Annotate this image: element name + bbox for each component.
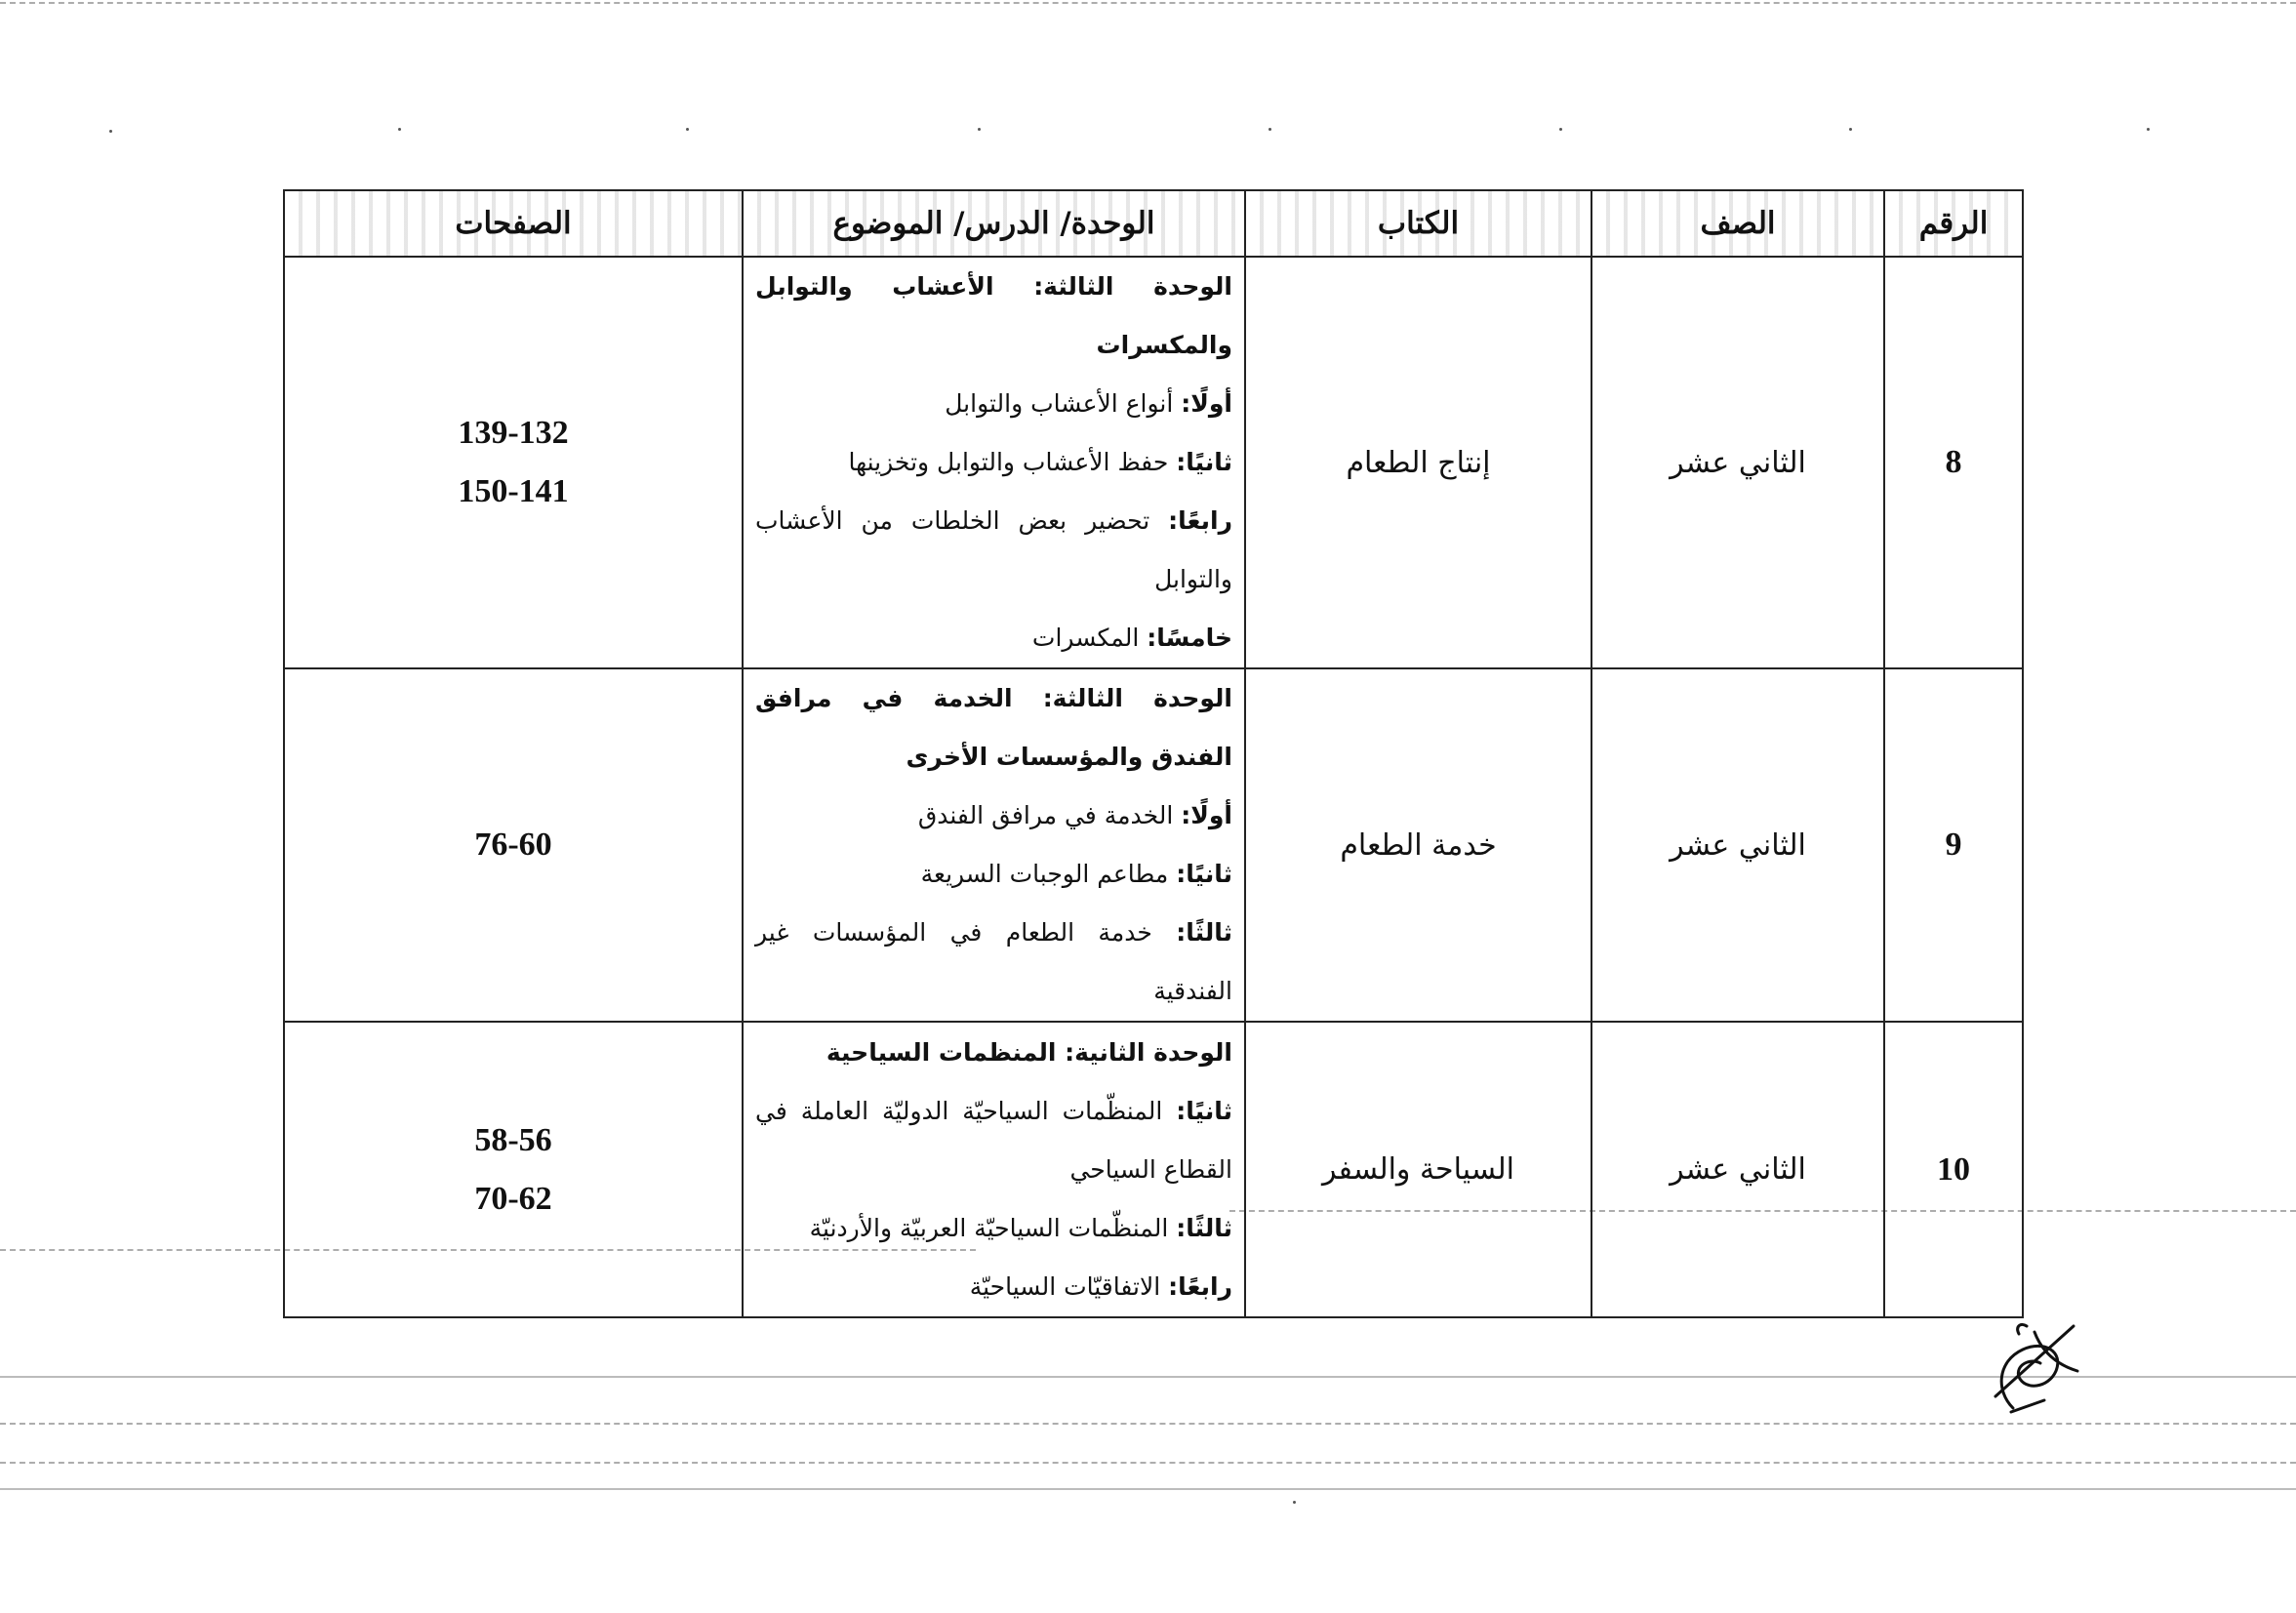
scan-line-lower-3 (0, 1462, 2296, 1464)
header-number: الرقم (1884, 190, 2023, 257)
topic-line (755, 609, 1232, 667)
row-pages (284, 257, 743, 668)
scan-line-lower-2 (0, 1423, 2296, 1425)
scan-dot (2147, 128, 2150, 131)
topic-label: ثانيًا: (1176, 448, 1232, 476)
row-grade: الثاني عشر (1591, 257, 1884, 668)
page-range: 70-62 (474, 1180, 552, 1217)
topic-text: خدمة الطعام في المؤسسات غير الفندقية (755, 918, 1232, 1005)
topic-text: المكسرات (1031, 624, 1148, 652)
row-topics (743, 668, 1245, 1022)
topic-text: الخدمة في مرافق الفندق (917, 801, 1182, 829)
row-book: السياحة والسفر (1245, 1022, 1591, 1317)
topic-line (755, 1024, 1232, 1082)
table-row (284, 257, 2023, 668)
topic-text: المنظمات السياحية (826, 1037, 1066, 1067)
table-row (284, 668, 2023, 1022)
scan-dot (1559, 128, 1562, 131)
topic-label: رابعًا: (1168, 1271, 1232, 1301)
topic-text: الأعشاب والتوابل والمكسرات (755, 272, 1232, 359)
row-book: خدمة الطعام (1245, 668, 1591, 1022)
topic-text: الاتفاقيّات السياحيّة (969, 1271, 1169, 1301)
page-range: 150-141 (458, 473, 569, 509)
topic-line (755, 904, 1232, 1021)
handwritten-signature (1976, 1303, 2093, 1420)
table-header-row (284, 190, 2023, 257)
row-pages (284, 668, 743, 1022)
topic-label: ثالثًا: (1176, 918, 1232, 947)
row-number: 9 (1884, 668, 2023, 1022)
topic-text: حفظ الأعشاب والتوابل وتخزينها (848, 448, 1177, 476)
topic-line (755, 845, 1232, 904)
topic-label: ثالثًا: (1176, 1213, 1232, 1242)
topic-label: أولًا: (1181, 389, 1232, 418)
page-range: 58-56 (474, 1121, 552, 1158)
scan-dot (109, 130, 112, 133)
topic-line (755, 786, 1232, 845)
topic-line (755, 669, 1232, 786)
scan-dot (978, 128, 981, 131)
topic-label: الوحدة الثالثة: (1042, 684, 1232, 712)
scan-line-lower (0, 1376, 2296, 1378)
scan-dot (398, 128, 401, 131)
scan-line-lower-4 (0, 1488, 2296, 1490)
topic-label: الوحدة الثانية: (1065, 1037, 1232, 1067)
page-range: 139-132 (458, 415, 569, 451)
header-grade: الصف (1591, 190, 1884, 257)
row-number: 8 (1884, 257, 2023, 668)
topic-label: الوحدة الثالثة: (1033, 272, 1232, 301)
topic-line (755, 1258, 1232, 1316)
scan-dot (1849, 128, 1852, 131)
topic-text: مطاعم الوجبات السريعة (920, 860, 1177, 888)
curriculum-table (283, 189, 2024, 1318)
scan-dot (1269, 128, 1271, 131)
topic-line (755, 1082, 1232, 1199)
topic-text: الخدمة في مرافق الفندق والمؤسسات الأخرى (755, 684, 1232, 771)
topic-label: رابعًا: (1168, 506, 1232, 535)
header-pages: الصفحات (284, 190, 743, 257)
topic-text: المنظّمات السياحيّة الدوليّة العاملة في القطاع السياحي (755, 1096, 1232, 1184)
topic-label: خامسًا: (1147, 624, 1232, 652)
row-number: 10 (1884, 1022, 2023, 1317)
header-unit: الوحدة/ الدرس/ الموضوع (743, 190, 1245, 257)
topic-text: المنظّمات السياحيّة العربيّة والأردنيّة (809, 1213, 1177, 1242)
table-row (284, 1022, 2023, 1317)
topic-line (755, 1199, 1232, 1258)
topic-text: أنواع الأعشاب والتوابل (945, 389, 1182, 418)
row-topics (743, 1022, 1245, 1317)
topic-label: ثانيًا: (1176, 860, 1232, 888)
topic-text: تحضير بعض الخلطات من الأعشاب والتوابل (755, 506, 1232, 593)
header-book: الكتاب (1245, 190, 1591, 257)
row-grade: الثاني عشر (1591, 668, 1884, 1022)
scan-dot (686, 128, 689, 131)
scan-line-top (0, 2, 2296, 4)
row-pages (284, 1022, 743, 1317)
topic-line (755, 433, 1232, 492)
row-grade: الثاني عشر (1591, 1022, 1884, 1317)
topic-line (755, 258, 1232, 375)
topic-label: أولًا: (1181, 801, 1232, 829)
topic-line (755, 375, 1232, 433)
row-topics (743, 257, 1245, 668)
scan-dot (1293, 1501, 1296, 1504)
topic-label: ثانيًا: (1176, 1096, 1232, 1125)
topic-line (755, 492, 1232, 609)
row-book: إنتاج الطعام (1245, 257, 1591, 668)
page-range: 76-60 (474, 827, 552, 863)
